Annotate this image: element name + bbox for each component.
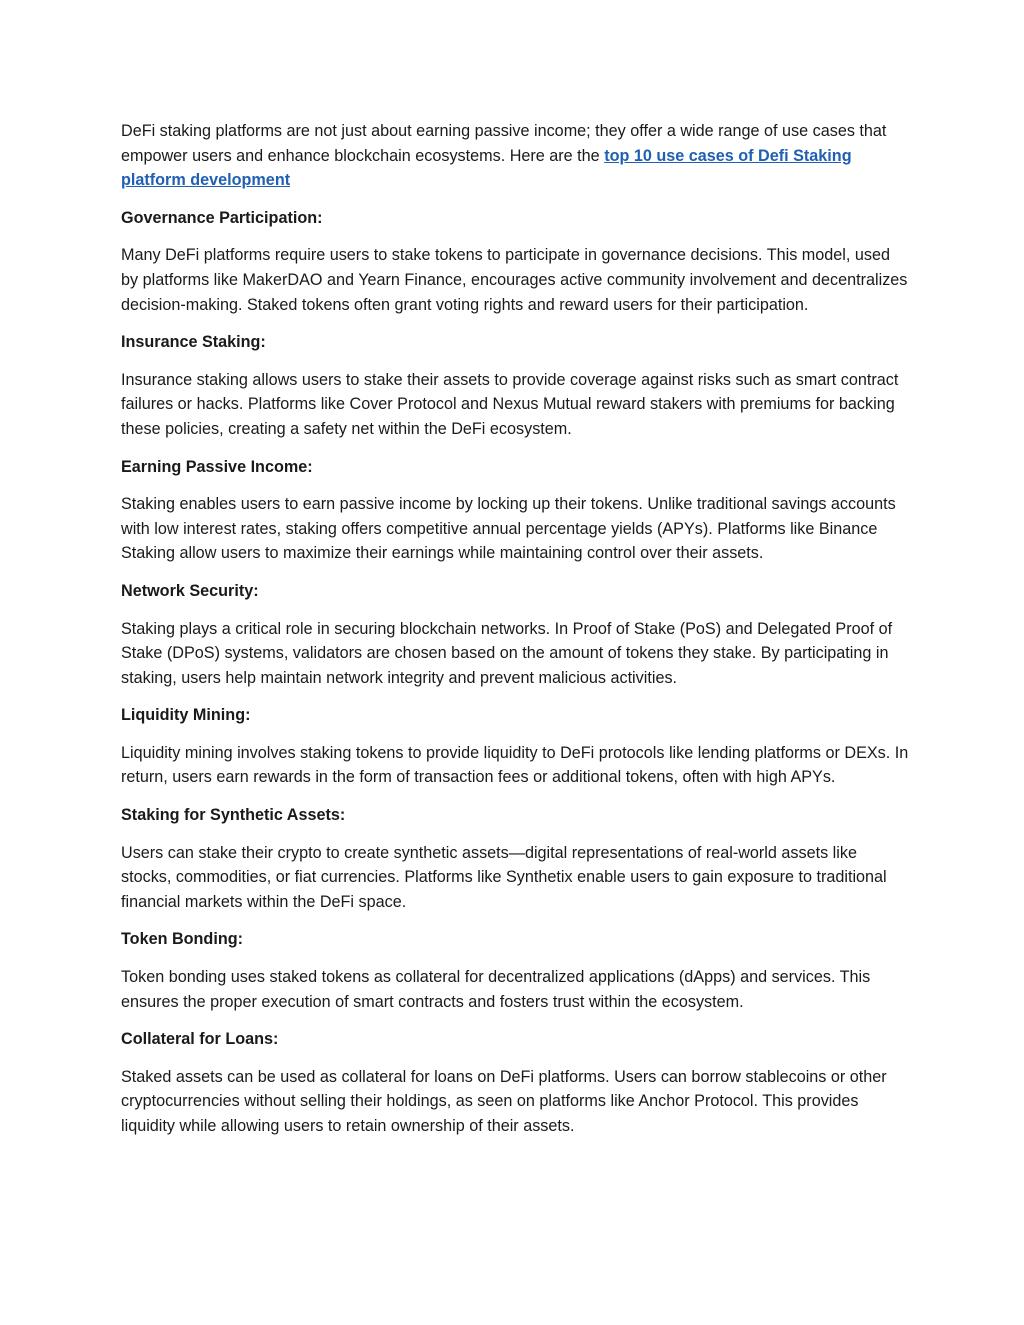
section-heading-synthetic-assets: Staking for Synthetic Assets: [121, 806, 346, 825]
use-cases-link[interactable]: top 10 use cases of Defi Staking platform development [121, 146, 852, 190]
section-heading-network-security: Network Security: [121, 581, 259, 600]
section-heading-liquidity-mining: Liquidity Mining: [121, 706, 251, 725]
section-body-liquidity-mining: Liquidity mining involves staking tokens to provide liquidity to DeFi protocols like lending platforms or DEXs. In return, users earn rewards in the form of transaction fees or additional tokens, often with high APYs. [121, 743, 909, 787]
section-body-token-bonding: Token bonding uses staked tokens as collateral for decentralized applications (dApps) and services. This ensures the proper execution of smart contracts and fosters trust within the ecosystem. [121, 968, 871, 1011]
document-page [121, 119, 911, 1152]
section-body-insurance: Insurance staking allows users to stake their assets to provide coverage against risks such as smart contract failures or hacks. Platforms like Cover Protocol and Nexus Mutual reward stakers with premiums for backing these policies, creating a safety net within the DeFi ecosystem. [121, 370, 899, 438]
intro-paragraph [121, 119, 911, 193]
section-heading-collateral-loans: Collateral for Loans: [121, 1030, 279, 1049]
section-body-network-security: Staking plays a critical role in securing blockchain networks. In Proof of Stake (PoS) and Delegated Proof of Stake (DPoS) systems, validators are chosen based on the amount of tokens they stake. By participating in staking, users help maintain network integrity and prevent malicious activities. [121, 619, 893, 687]
section-body-governance: Many DeFi platforms require users to stake tokens to participate in governance decisions. This model, used by platforms like MakerDAO and Yearn Finance, encourages active community involvement and decentralizes decision-making. Staked tokens often grant voting rights and reward users for their participation. [121, 246, 908, 314]
section-heading-passive-income: Earning Passive Income: [121, 457, 313, 476]
section-body-passive-income: Staking enables users to earn passive income by locking up their tokens. Unlike traditional savings accounts with low interest rates, staking offers competitive annual percentage yields (APYs). Platforms like Binance Staking allow users to maximize their earnings while maintaining control over their assets. [121, 495, 896, 563]
section-heading-governance: Governance Participation: [121, 208, 323, 227]
section-body-synthetic-assets: Users can stake their crypto to create synthetic assets—digital representations of real-world assets like stocks, commodities, or fiat currencies. Platforms like Synthetix enable users to gain exposure to traditional financial markets within the DeFi space. [121, 843, 887, 911]
section-body-collateral-loans: Staked assets can be used as collateral for loans on DeFi platforms. Users can borrow stablecoins or other cryptocurrencies without selling their holdings, as seen on platforms like Anchor Protocol. This provides liquidity while allowing users to retain ownership of their assets. [121, 1067, 887, 1135]
section-heading-token-bonding: Token Bonding: [121, 930, 243, 949]
intro-text: DeFi staking platforms are not just about earning passive income; they offer a wide range of use cases that empower users and enhance blockchain ecosystems. Here are the [121, 122, 887, 165]
section-heading-insurance: Insurance Staking: [121, 333, 266, 352]
